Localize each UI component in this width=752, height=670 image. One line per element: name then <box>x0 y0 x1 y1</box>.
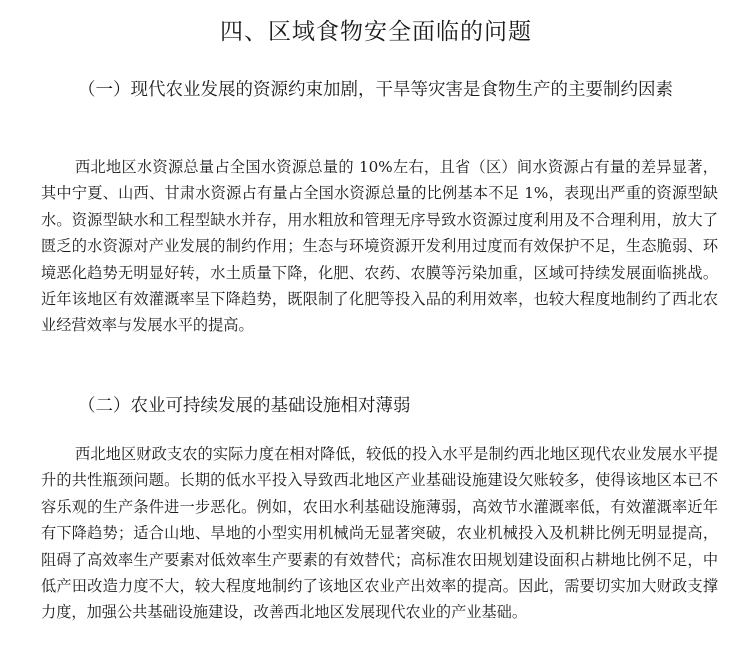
section-heading-2: （二）农业可持续发展的基础设施相对薄弱 <box>78 396 411 416</box>
section-paragraph-2: 西北地区财政支农的实际力度在相对降低，较低的投入水平是制约西北地区现代农业发展水平提升的共性瓶颈问题。长期的低水平投入导致西北地区产业基础设施建设欠账较多，使得该地区本已不容乐观的生产条件进一步恶化。例如，农田水利基础设施薄弱，高效节水灌溉率低，有效灌溉率近年有下降趋势；适合山地、旱地的小型实用机械尚无显著突破，农业机械投入及机耕比例无明显提高，阻碍了高效率生产要素对低效率生产要素的有效替代；高标准农田规划建设面积占耕地比例不足，中低产田改造力度不大，较大程度地制约了该地区农业产出效率的提高。因此，需要切实加大财政支撑力度，加强公共基础设施建设，改善西北地区发展现代农业的产业基础。 <box>41 445 718 622</box>
section-paragraph-1: 西北地区水资源总量占全国水资源总量的 10%左右，且省（区）间水资源占有量的差异显著，其中宁夏、山西、甘肃水资源占有量占全国水资源总量的比例基本不足 1%，表现出严重的资源型缺水。资源型缺水和工程型缺水并存，用水粗放和管理无序导致水资源过度利用及不合理利用，放大了匮乏的水资源对产业发展的制约作用；生态与环境资源开发利用过度而有效保护不足，生态脆弱、环境恶化趋势无明显好转，水土质量下降，化肥、农药、农膜等污染加重，区域可持续发展面临挑战。近年该地区有效灌溉率呈下降趋势，既限制了化肥等投入品的利用效率，也较大程度地制约了西北农业经营效率与发展水平的提高。 <box>41 158 718 335</box>
page-title: 四、区域食物安全面临的问题 <box>220 19 532 45</box>
section-heading-1: （一）现代农业发展的资源约束加剧，干旱等灾害是食物生产的主要制约因素 <box>78 80 673 100</box>
